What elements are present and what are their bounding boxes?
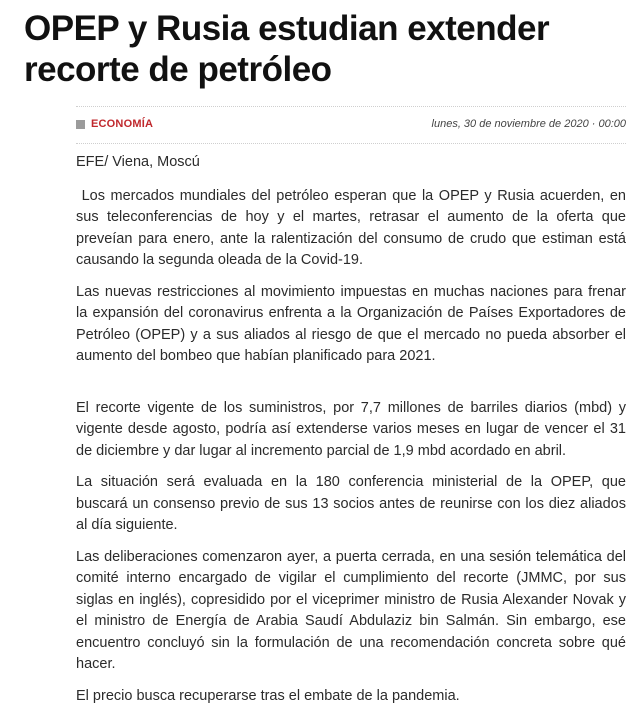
article-paragraph: Los mercados mundiales del petróleo esperan que la OPEP y Rusia acuerden, en sus teleconferencias de hoy y el martes, retrasar el aumento de la oferta que preveían para enero, ante la ralentización del consumo de crudo que estiman está causando la segunda oleada de la Covid-19. bbox=[76, 187, 631, 268]
section-tag[interactable] bbox=[76, 118, 153, 130]
article-body bbox=[76, 152, 631, 717]
article-headline: OPEP y Rusia estudian extender recorte de petróleo bbox=[24, 9, 550, 89]
section-square-icon bbox=[76, 120, 85, 129]
article-meta-bar bbox=[76, 106, 626, 144]
article-paragraph: El precio busca recuperarse tras el embate de la pandemia. bbox=[76, 687, 460, 704]
article-paragraph: La situación será evaluada en la 180 conferencia ministerial de la OPEP, que buscará un consenso previo de sus 13 socios antes de reunirse con los diez aliados al día siguiente. bbox=[76, 474, 626, 533]
article-paragraph: Las deliberaciones comenzaron ayer, a puerta cerrada, en una sesión telemática del comité interno encargado de vigilar el cumplimiento del recorte (JMMC, por sus siglas en inglés), copresidido por el viceprimer ministro de Rusia Alexander Novak y el ministro de Energía de Arabia Saudí Abdulaziz bin Salmán. Sin embargo, ese encuentro concluyó sin la formulación de una recomendación concreta sobre qué hacer. bbox=[76, 548, 626, 672]
article-paragraph: Las nuevas restricciones al movimiento impuestas en muchas naciones para frenar la expansión del coronavirus enfrenta a la Organización de Países Exportadores de Petróleo (OPEP) y a sus aliados al riesgo de que el mercado no pueda absorber el aumento del bombeo que habían planificado para 2021. bbox=[76, 283, 626, 364]
section-label[interactable]: ECONOMÍA bbox=[91, 118, 154, 130]
article-source: EFE/ Viena, Moscú bbox=[76, 154, 200, 170]
article-paragraph: El recorte vigente de los suministros, por 7,7 millones de barriles diarios (mbd) y vigente desde agosto, podría así extenderse varios meses en lugar de vencer el 31 de diciembre y dar lugar al incremento parcial de 1,9 mbd acordado en abril. bbox=[76, 399, 626, 459]
publish-date: lunes, 30 de noviembre de 2020 · 00:00 bbox=[431, 118, 626, 130]
